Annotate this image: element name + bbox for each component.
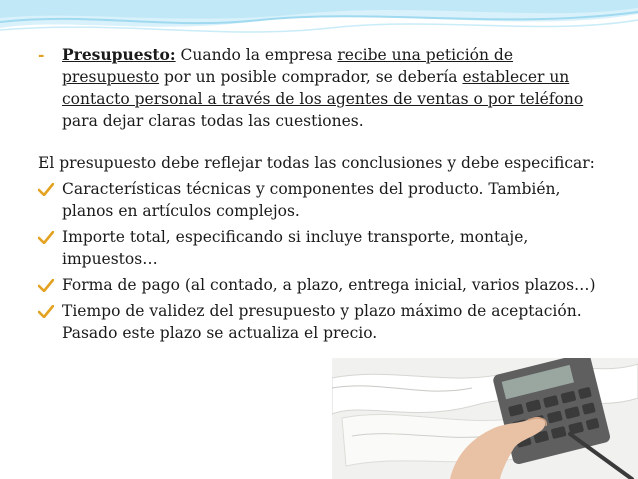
calculator-photo: [332, 358, 638, 479]
intro-text-2: por un posible comprador, se debería: [159, 68, 463, 86]
list-item-text: Características técnicas y componentes del producto. También, planos en artículos complejos.: [62, 180, 561, 220]
list-item: [38, 300, 608, 344]
list-item: [38, 226, 608, 270]
header-wave-decoration: [0, 0, 638, 48]
check-icon: [38, 183, 54, 196]
intro-text-1: Cuando la empresa: [175, 46, 338, 64]
list-item-text: Forma de pago (al contado, a plazo, entrega inicial, varios plazos…): [62, 276, 596, 294]
intro-text-3: para dejar claras todas las cuestiones.: [62, 112, 364, 130]
list-item: [38, 274, 608, 296]
check-icon: [38, 279, 54, 292]
check-icon: [38, 305, 54, 318]
term-presupuesto: Presupuesto:: [62, 45, 176, 64]
list-item: [38, 178, 608, 222]
list-item-text: Importe total, especificando si incluye transporte, montaje, impuestos…: [62, 228, 529, 268]
underlined-phrase-contact: establecer un contacto personal a través de los agentes de ventas o por teléfono: [62, 68, 584, 108]
intro-paragraph: [38, 44, 608, 132]
checklist: [38, 178, 608, 344]
underlined-phrase-request: recibe una petición de presupuesto: [62, 46, 514, 86]
lead-sentence: El presupuesto debe reflejar todas las conclusiones y debe especificar:: [38, 154, 595, 172]
slide-body: [38, 44, 608, 348]
dash-bullet: -: [38, 45, 45, 64]
check-icon: [38, 231, 54, 244]
list-item-text: Tiempo de validez del presupuesto y plazo máximo de aceptación. Pasado este plazo se actualiza el precio.: [62, 302, 582, 342]
